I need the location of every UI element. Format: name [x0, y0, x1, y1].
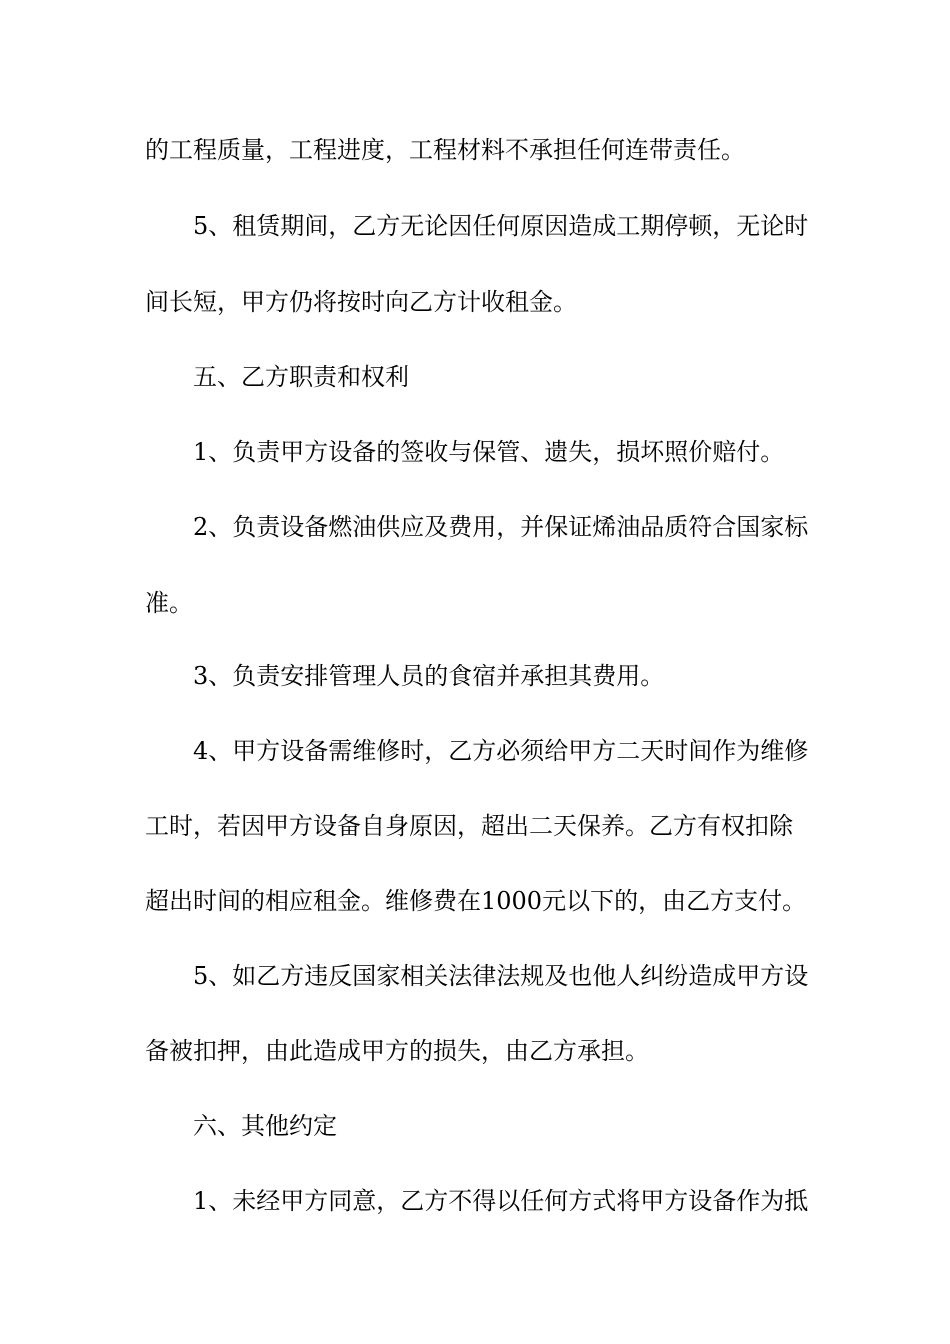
- text-line-15: 1、未经甲方同意，乙方不得以任何方式将甲方设备作为抵: [193, 1187, 809, 1215]
- text-line-10: 工时，若因甲方设备自身原因，超出二天保养。乙方有权扣除: [145, 812, 793, 840]
- section-heading-5: 五、乙方职责和权利: [193, 363, 409, 391]
- text-line-2: 5、租赁期间，乙方无论因任何原因造成工期停顿，无论时: [193, 212, 809, 240]
- text-line-11: 超出时间的相应租金。维修费在1000元以下的，由乙方支付。: [145, 887, 807, 915]
- text-line-3: 间长短，甲方仍将按时向乙方计收租金。: [145, 288, 577, 316]
- text-line-12: 5、如乙方违反国家相关法律法规及也他人纠纷造成甲方设: [193, 962, 809, 990]
- text-line-5: 1、负责甲方设备的签收与保管、遗失，损坏照价赔付。: [193, 438, 785, 466]
- text-line-7: 准。: [145, 589, 193, 617]
- section-heading-6: 六、其他约定: [193, 1112, 337, 1140]
- text-line-6: 2、负责设备燃油供应及费用，并保证烯油品质符合国家标: [193, 513, 809, 541]
- text-line-8: 3、负责安排管理人员的食宿并承担其费用。: [193, 662, 665, 690]
- text-line-1: 的工程质量，工程进度，工程材料不承担任何连带责任。: [145, 136, 745, 164]
- text-line-13: 备被扣押，由此造成甲方的损失，由乙方承担。: [145, 1037, 649, 1065]
- text-line-9: 4、甲方设备需维修时，乙方必须给甲方二天时间作为维修: [193, 737, 809, 765]
